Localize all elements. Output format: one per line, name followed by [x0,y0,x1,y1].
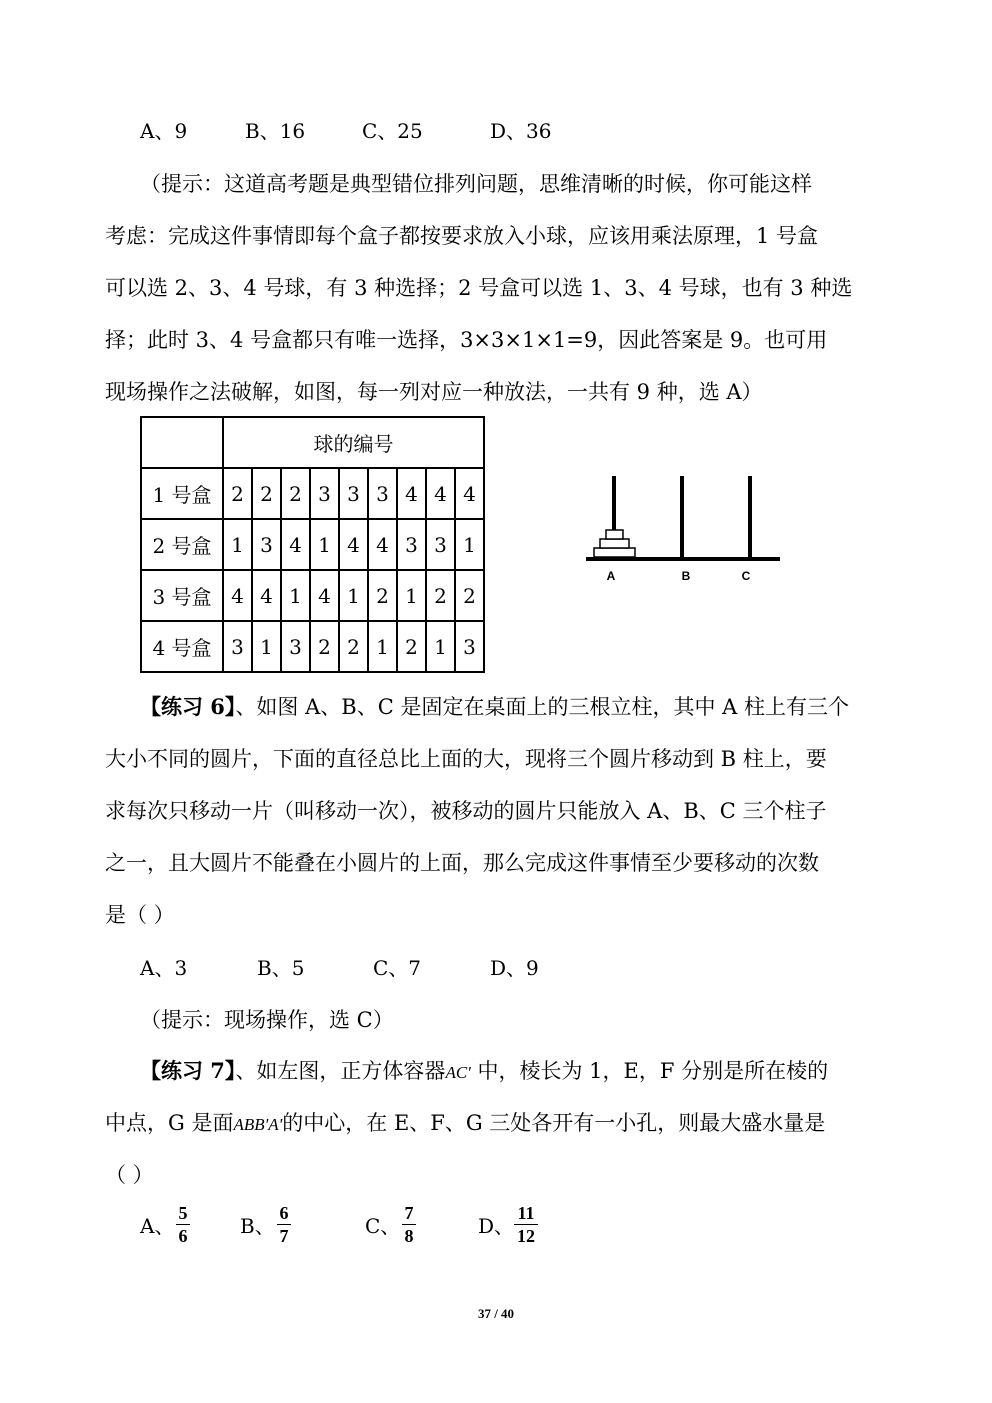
option-b: B、16 [245,119,306,143]
disk-small [606,530,623,539]
table-cell: 4 [281,519,310,570]
fraction-denominator: 7 [279,1226,289,1246]
exercise-7-line: （ ） [105,1163,154,1187]
fraction-c [402,1202,416,1247]
table-cell: 1 [455,519,484,570]
peg-label-c: C [741,569,751,583]
exercise-7-text: 、如左图，正方体容器 [235,1059,446,1083]
option-b-label: B、 [240,1214,275,1238]
exercise-7-text: 的中心，在 E、F、G 三处各开有一小孔，则最大盛水量是 [282,1111,826,1135]
fraction-denominator: 6 [178,1226,188,1246]
table-cell: 3 [397,519,426,570]
peg-label-a: A [606,569,616,583]
table-cell: 4 [368,519,397,570]
table-cell: 3 [252,519,281,570]
table-cell: 4 [310,570,339,621]
fraction-denominator: 8 [404,1226,414,1246]
table-cell: 3 [426,519,455,570]
table-cell: 1 [368,621,397,672]
table-cell: 3 [455,621,484,672]
hanoi-figure [580,466,790,591]
table-cell: 2 [252,468,281,519]
fraction-d [514,1202,538,1247]
fraction-numerator: 7 [402,1202,416,1225]
table-cell: 3 [368,468,397,519]
hint-line: 考虑：完成这件事情即每个盒子都按要求放入小球，应该用乘法原理，1 号盒 [105,224,819,248]
exercise-6-tag: 【练习 6】 [140,694,236,719]
option-d-label: D、 [478,1214,515,1238]
exercise-7-text: 中，棱长为 1，E，F 分别是所在棱的 [470,1059,829,1083]
exercise-6-line: 之一，且大圆片不能叠在小圆片的上面，那么完成这件事情至少要移动的次数 [105,851,819,875]
option-d: D、36 [490,119,552,143]
exercise-6-line: 是（ ） [105,903,175,927]
option-c-label: C、 [365,1214,401,1238]
option-b: B、5 [257,956,305,980]
disk-large [594,548,635,557]
row-label: 4 号盒 [141,621,223,672]
exercise-6-text: 、如图 A、B、C 是固定在桌面上的三根立柱，其中 A 柱上有三个 [235,695,849,719]
page-number: 37 / 40 [477,1306,515,1321]
row-label: 3 号盒 [141,570,223,621]
hint-line: 现场操作之法破解，如图，每一列对应一种放法，一共有 9 种，选 A） [105,380,763,404]
hint-line: （提示：这道高考题是典型错位排列问题，思维清晰的时候，你可能这样 [140,172,812,196]
table-cell: 1 [310,519,339,570]
table-cell: 1 [281,570,310,621]
table-row [141,519,484,570]
peg-label-b: B [681,569,691,583]
option-a: A、9 [140,119,188,143]
table-cell: 2 [455,570,484,621]
table-cell: 2 [426,570,455,621]
option-c: C、7 [373,956,422,980]
option-a: A、3 [140,956,188,980]
exercise-7-line [140,1056,828,1088]
table-cell: 1 [426,621,455,672]
ball-arrangement-table [140,416,485,673]
row-label: 2 号盒 [141,519,223,570]
fraction-a [176,1202,190,1247]
table-header-row [141,417,484,468]
table-cell: 2 [368,570,397,621]
fraction-numerator: 6 [277,1202,291,1225]
table-cell: 1 [252,621,281,672]
option-d: D、9 [490,956,539,980]
table-cell: 4 [397,468,426,519]
table-cell: 4 [339,519,368,570]
fraction-b [277,1202,291,1247]
table-cell: 4 [223,570,252,621]
table-cell: 3 [281,621,310,672]
table-corner-cell [141,417,223,468]
exercise-7-text: 中点，G 是面 [105,1111,234,1135]
table-cell: 4 [455,468,484,519]
table-row [141,570,484,621]
table-cell: 2 [339,621,368,672]
exercise-6-line: 大小不同的圆片，下面的直径总比上面的大，现将三个圆片移动到 B 柱上，要 [105,747,827,771]
exercise-6-hint: （提示：现场操作，选 C） [140,1008,394,1032]
math-face-abba: ABB'A' [233,1115,283,1134]
hint-line: 择；此时 3、4 号盒都只有唯一选择，3×3×1×1=9，因此答案是 9。也可用 [105,328,828,352]
exercise-6-line [140,692,849,722]
hint-line: 可以选 2、3、4 号球，有 3 种选择；2 号盒可以选 1、3、4 号球，也有 3 种选 [105,276,853,300]
table-header: 球的编号 [223,417,484,468]
table-cell: 4 [252,570,281,621]
table-cell: 1 [339,570,368,621]
table-cell: 3 [310,468,339,519]
table-cell: 3 [223,621,252,672]
table-cell: 1 [223,519,252,570]
exercise-6-line: 求每次只移动一片（叫移动一次），被移动的圆片只能放入 A、B、C 三个柱子 [105,799,827,823]
table-cell: 2 [281,468,310,519]
table-cell: 2 [223,468,252,519]
table-row [141,468,484,519]
exercise-7-line [105,1108,825,1140]
math-ac-prime: AC' [445,1063,471,1082]
table-cell: 3 [339,468,368,519]
table-cell: 2 [397,621,426,672]
option-a-label: A、 [140,1214,175,1238]
table-cell: 1 [397,570,426,621]
fraction-numerator: 5 [176,1202,190,1225]
fraction-denominator: 12 [517,1226,535,1246]
disk-medium [600,539,629,548]
table-cell: 2 [310,621,339,672]
row-label: 1 号盒 [141,468,223,519]
table-row [141,621,484,672]
option-c: C、25 [362,119,423,143]
table-cell: 4 [426,468,455,519]
exercise-7-tag: 【练习 7】 [140,1058,236,1083]
fraction-numerator: 11 [514,1202,538,1225]
